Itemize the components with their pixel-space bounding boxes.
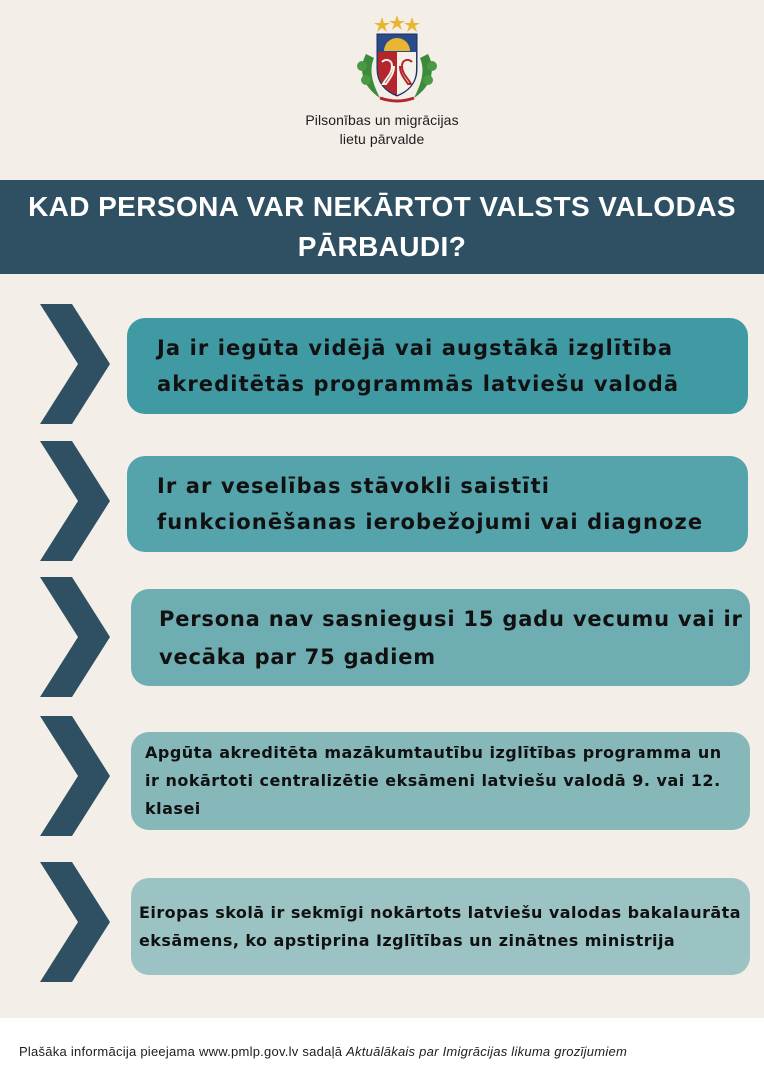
footer-prefix: Plašāka informācija pieejama www.pmlp.gov.lv sadaļā [19,1044,347,1059]
card-text-line: Apgūta akreditēta mazākumtautību izglītības programma un [145,743,722,762]
card-text-line: eksāmens, ko apstiprina Izglītības un zinātnes ministrija [139,930,676,950]
exemption-card-european-school [131,878,750,975]
page-title [0,180,764,274]
header [0,0,764,180]
card-text-line: Persona nav sasniegusi 15 gadu vecumu vai ir [159,606,743,631]
exemption-card-age [131,589,750,686]
chevron-right-icon [40,862,110,982]
footer-section-link[interactable]: Aktuālākais par Imigrācijas likuma grozījumiem [346,1044,628,1059]
card-text-line: funkcionēšanas ierobežojumi vai diagnoze [157,510,704,534]
organization-name [232,111,532,149]
exemption-card-education [127,318,748,414]
card-text-line: vecāka par 75 gadiem [159,644,436,669]
card-text-line: klasei [145,799,201,818]
chevron-right-icon [40,716,110,836]
title-line2: PĀRBAUDI? [297,231,467,262]
card-text-line: Ja ir iegūta vidējā vai augstākā izglītība [157,336,674,360]
footer-info [19,1044,759,1059]
card-text-line: Ir ar veselības stāvokli saistīti [157,474,551,498]
latvia-coat-of-arms-icon [352,14,442,104]
chevron-right-icon [40,577,110,697]
exemption-card-health [127,456,748,552]
chevron-right-icon [40,441,110,561]
card-text-line: Eiropas skolā ir sekmīgi nokārtots latviešu valodas bakalaurāta [139,902,742,922]
org-name-line2: lietu pārvalde [339,131,425,147]
org-name-line1: Pilsonības un migrācijas [305,112,459,128]
card-text-line: ir nokārtoti centralizētie eksāmeni latviešu valodā 9. vai 12. [145,771,721,790]
chevron-right-icon [40,304,110,424]
card-text-line: akreditētās programmās latviešu valodā [157,372,680,396]
title-line1: KAD PERSONA VAR NEKĀRTOT VALSTS VALODAS [28,191,736,222]
exemption-card-minority-education [131,732,750,830]
footer [0,1018,764,1080]
